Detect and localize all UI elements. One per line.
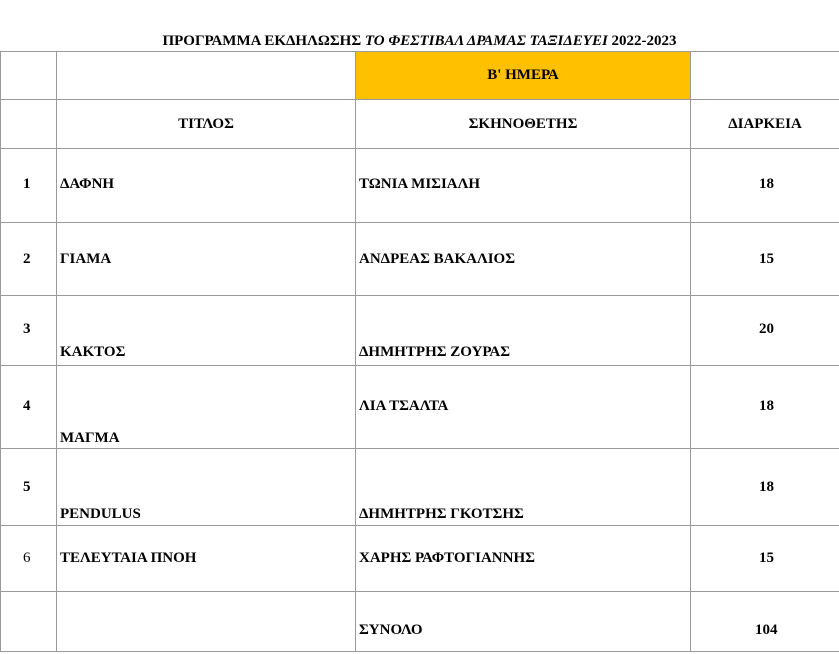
duration: 18 (691, 149, 839, 223)
film-title: PENDULUS (57, 449, 356, 526)
empty-cell (57, 52, 356, 100)
film-title: ΓΙΑΜΑ (57, 223, 356, 296)
director-name: ΔΗΜΗΤΡΗΣ ΓΚΟΤΣΗΣ (356, 449, 691, 526)
title-festival-name: ΤΟ ΦΕΣΤΙΒΑΛ ΔΡΑΜΑΣ ΤΑΞΙΔΕΥΕΙ (364, 33, 608, 49)
header-duration: ΔΙΑΡΚΕΙΑ (691, 100, 839, 149)
table-row (1, 526, 839, 592)
row-number: 1 (1, 149, 57, 223)
duration: 15 (691, 526, 839, 592)
director-name: ΛΙΑ ΤΣΑΛΤΑ (356, 366, 691, 449)
film-title: ΚΑΚΤΟΣ (57, 296, 356, 366)
duration: 15 (691, 223, 839, 296)
empty-cell (1, 52, 57, 100)
day-row (1, 52, 839, 100)
film-title: ΔΑΦΝΗ (57, 149, 356, 223)
total-label: ΣΥΝΟΛΟ (356, 592, 691, 652)
director-name: ΔΗΜΗΤΡΗΣ ΖΟΥΡΑΣ (356, 296, 691, 366)
duration: 18 (691, 449, 839, 526)
table-row (1, 366, 839, 449)
total-value: 104 (691, 592, 839, 652)
table-row (1, 149, 839, 223)
header-row (1, 100, 839, 149)
empty-cell (1, 592, 57, 652)
title-prefix: ΠΡΟΓΡΑΜΜΑ ΕΚΔΗΛΩΣΗΣ (162, 33, 362, 49)
director-name: ΤΩΝΙΑ ΜΙΣΙΑΛΗ (356, 149, 691, 223)
table-row (1, 449, 839, 526)
table-row (1, 223, 839, 296)
film-title: ΜΑΓΜΑ (57, 366, 356, 449)
row-number: 6 (1, 526, 57, 592)
page-title (0, 33, 839, 50)
header-title: ΤΙΤΛΟΣ (57, 100, 356, 149)
row-number: 4 (1, 366, 57, 449)
director-name: ΧΑΡΗΣ ΡΑΦΤΟΓΙΑΝΝΗΣ (356, 526, 691, 592)
empty-cell (691, 52, 839, 100)
duration: 20 (691, 296, 839, 366)
director-name: ΑΝΔΡΕΑΣ ΒΑΚΑΛΙΟΣ (356, 223, 691, 296)
total-row (1, 592, 839, 652)
title-years: 2022-2023 (611, 33, 677, 49)
table-row (1, 296, 839, 366)
film-title: ΤΕΛΕΥΤΑΙΑ ΠΝΟΗ (57, 526, 356, 592)
program-table (0, 51, 839, 652)
header-director: ΣΚΗΝΟΘΕΤΗΣ (356, 100, 691, 149)
empty-cell (1, 100, 57, 149)
empty-cell (57, 592, 356, 652)
row-number: 2 (1, 223, 57, 296)
row-number: 3 (1, 296, 57, 366)
day-label: Β' ΗΜΕΡΑ (356, 52, 691, 100)
duration: 18 (691, 366, 839, 449)
row-number: 5 (1, 449, 57, 526)
